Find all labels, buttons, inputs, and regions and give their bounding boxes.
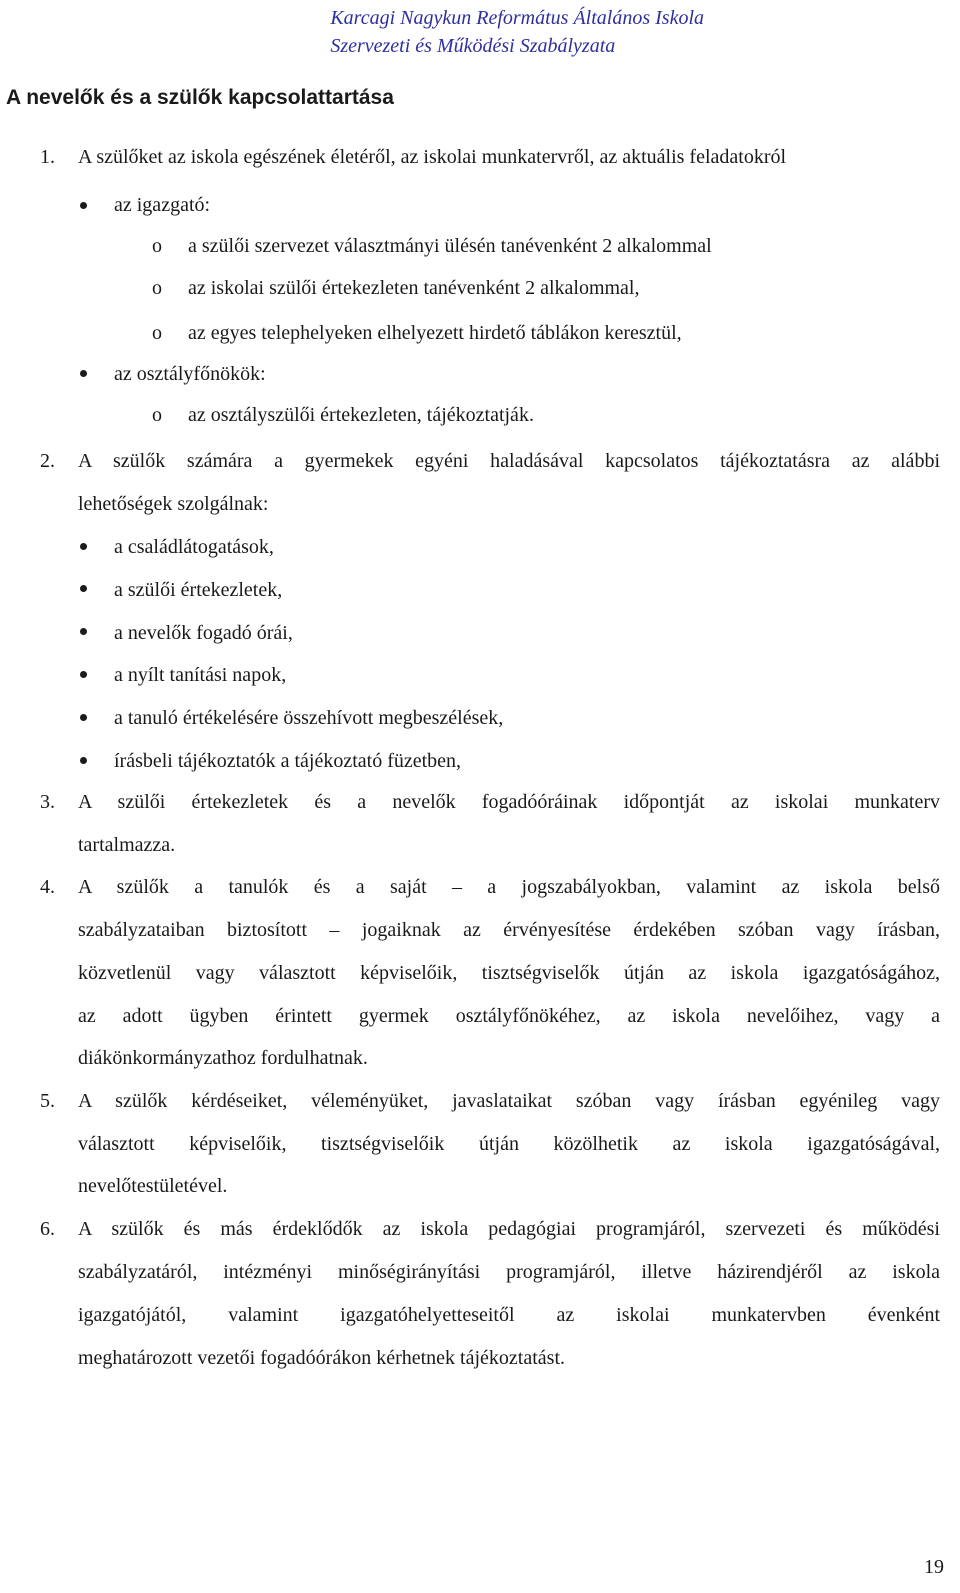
list-item: az osztályfőnökök: xyxy=(114,363,266,385)
list-item: a szülői értekezletek, xyxy=(114,579,283,601)
item-text: A szülőket az iskola egészének életéről, az iskolai munkatervről, az aktuális feladatokról xyxy=(78,146,787,168)
item-text: A szülők a tanulók és a saját – a jogszabályokban, valamint az iskola belső xyxy=(78,876,940,898)
header-school-name: Karcagi Nagykun Református Általános Iskola xyxy=(330,7,704,29)
item-text: az adott ügyben érintett gyermek osztályfőnökéhez, az iskola nevelőihez, vagy a xyxy=(78,1005,940,1027)
sub-bullet-icon: o xyxy=(152,322,162,344)
bullet-icon xyxy=(80,202,87,209)
item-number: 2. xyxy=(40,450,55,472)
item-number: 5. xyxy=(40,1090,55,1112)
item-text: nevelőtestületével. xyxy=(78,1175,228,1197)
list-item: írásbeli tájékoztatók a tájékoztató füzetben, xyxy=(114,750,462,772)
item-text: közvetlenül vagy választott képviselőik, tisztségviselők útján az iskola igazgatóságához, xyxy=(78,962,940,984)
item-number: 4. xyxy=(40,876,55,898)
item-text: meghatározott vezetői fogadóórákon kérhetnek tájékoztatást. xyxy=(78,1347,566,1369)
bullet-icon xyxy=(80,370,87,377)
item-number: 3. xyxy=(40,791,55,813)
list-item: az iskolai szülői értekezleten tanévenként 2 alkalommal, xyxy=(188,277,640,299)
item-number: 1. xyxy=(40,146,55,168)
bullet-icon xyxy=(80,714,87,721)
page-number: 19 xyxy=(924,1556,944,1578)
sub-bullet-icon: o xyxy=(152,277,162,299)
list-item: a tanuló értékelésére összehívott megbeszélések, xyxy=(114,707,504,729)
sub-bullet-icon: o xyxy=(152,404,162,426)
list-item: az egyes telephelyeken elhelyezett hirdető táblákon keresztül, xyxy=(188,322,682,344)
item-text: lehetőségek szolgálnak: xyxy=(78,493,269,515)
list-item: az osztályszülői értekezleten, tájékoztatják. xyxy=(188,404,534,426)
list-item: a nevelők fogadó órái, xyxy=(114,622,293,644)
item-text: A szülők kérdéseiket, véleményüket, javaslataikat szóban vagy írásban egyénileg vagy xyxy=(78,1090,940,1112)
bullet-icon xyxy=(80,671,87,678)
bullet-icon xyxy=(80,628,87,635)
item-text: A szülők és más érdeklődők az iskola pedagógiai programjáról, szervezeti és működési xyxy=(78,1218,940,1240)
item-text: tartalmazza. xyxy=(78,834,176,856)
item-text: diákönkormányzathoz fordulhatnak. xyxy=(78,1047,368,1069)
bullet-icon xyxy=(80,543,87,550)
bullet-icon xyxy=(80,757,87,764)
item-text: igazgatójától, valamint igazgatóhelyetteseitől az iskolai munkatervben évenként xyxy=(78,1304,940,1326)
bullet-icon xyxy=(80,585,87,592)
list-item: a szülői szervezet választmányi ülésén tanévenként 2 alkalommal xyxy=(188,235,712,257)
item-text: A szülői értekezletek és a nevelők fogadóóráinak időpontját az iskolai munkaterv xyxy=(78,791,940,813)
section-title: A nevelők és a szülők kapcsolattartása xyxy=(6,86,394,109)
document-header xyxy=(330,4,704,60)
list-item: a családlátogatások, xyxy=(114,536,274,558)
header-document-name: Szervezeti és Működési Szabályzata xyxy=(330,35,616,57)
item-text: szabályzatáról, intézményi minőségirányítási programjáról, illetve házirendjéről az iskola xyxy=(78,1261,940,1283)
list-item: a nyílt tanítási napok, xyxy=(114,664,287,686)
list-item: az igazgató: xyxy=(114,194,211,216)
item-text: szabályzataiban biztosított – jogaiknak az érvényesítése érdekében szóban vagy írásban, xyxy=(78,919,940,941)
item-text: A szülők számára a gyermekek egyéni haladásával kapcsolatos tájékoztatásra az alábbi xyxy=(78,450,940,472)
item-text: választott képviselőik, tisztségviselőik útján közölhetik az iskola igazgatóságával, xyxy=(78,1133,940,1155)
item-number: 6. xyxy=(40,1218,55,1240)
sub-bullet-icon: o xyxy=(152,235,162,257)
